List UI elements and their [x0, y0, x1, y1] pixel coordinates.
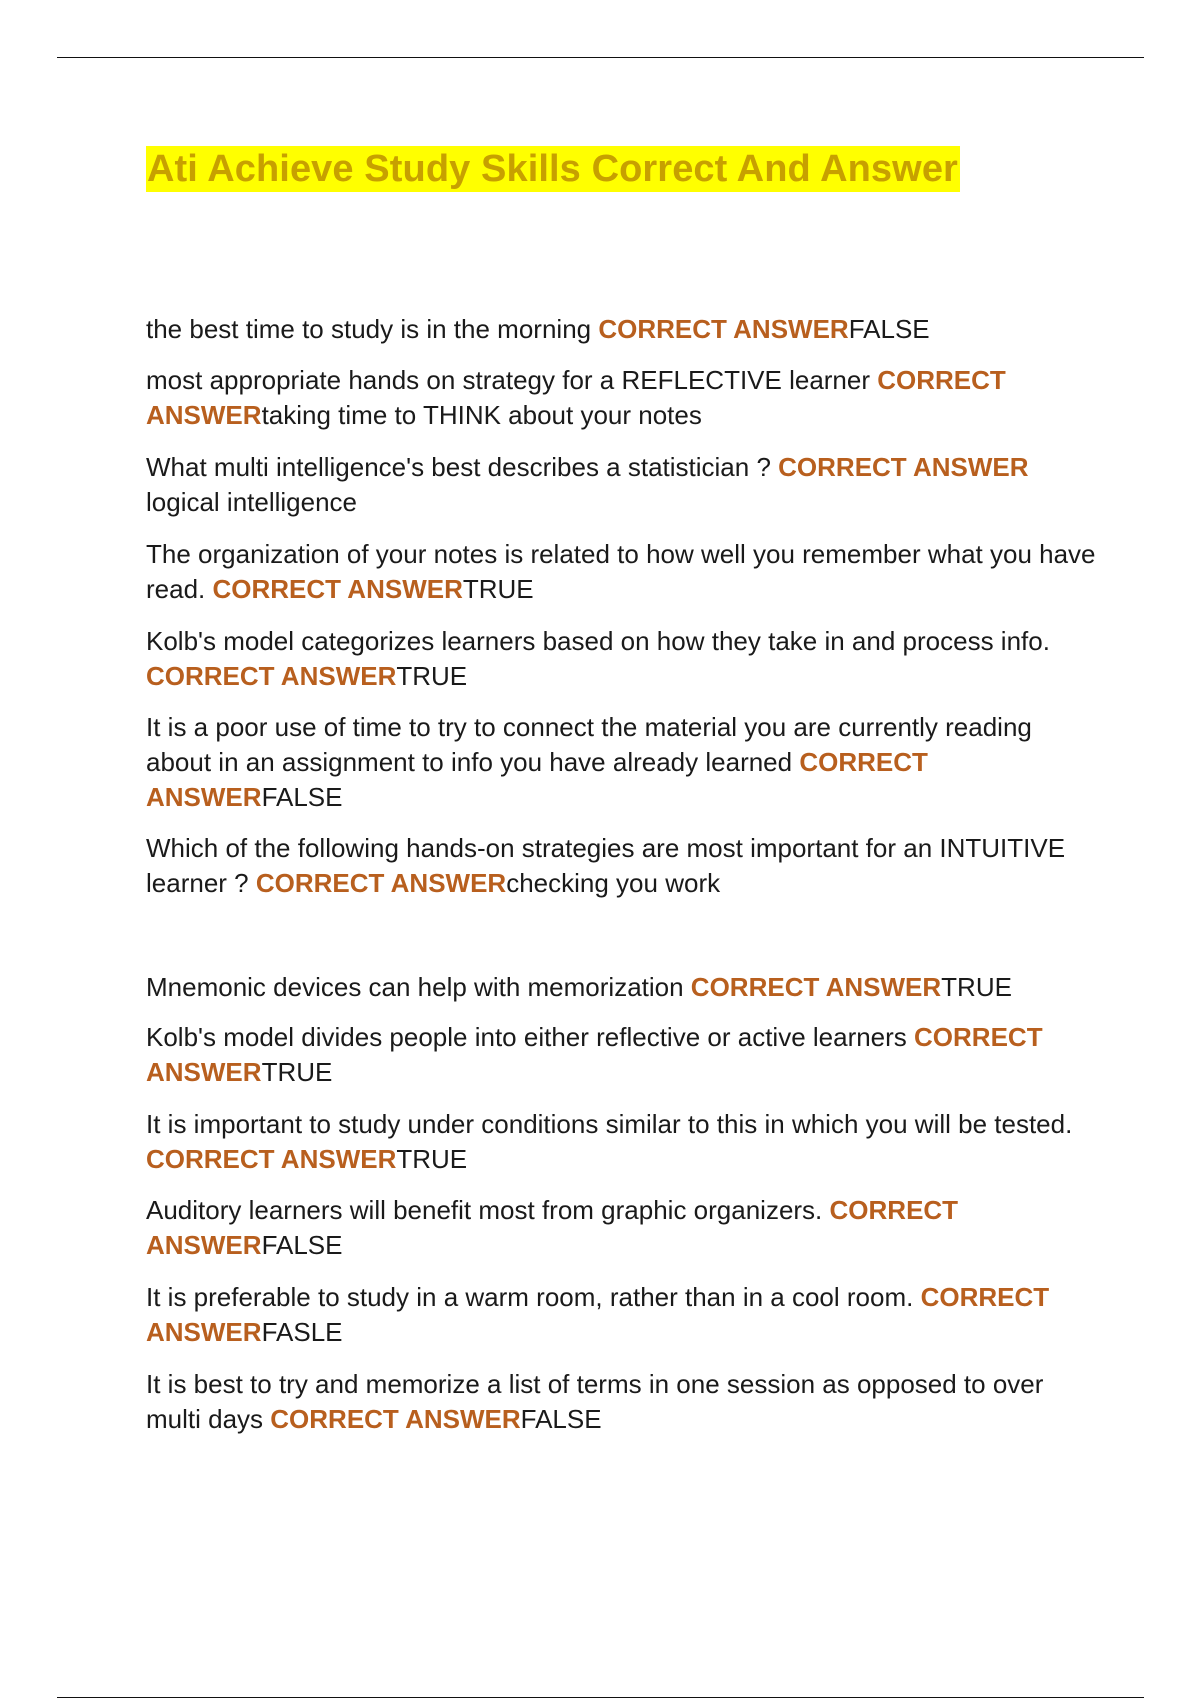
- question-text: It is best to try and memorize a list of terms in one session as opposed to over multi days: [146, 1369, 1044, 1434]
- correct-answer-label: CORRECT ANSWER: [598, 314, 849, 344]
- qa-item: [146, 1367, 1096, 1437]
- answer-text: TRUE: [462, 574, 534, 604]
- question-text: most appropriate hands on strategy for a REFLECTIVE learner: [146, 365, 878, 395]
- answer-text: TRUE: [396, 661, 468, 691]
- qa-item: [146, 831, 1096, 901]
- qa-item: [146, 1193, 1096, 1263]
- correct-answer-label: CORRECT ANSWER: [146, 747, 928, 812]
- question-text: the best time to study is in the morning: [146, 314, 599, 344]
- correct-answer-label: CORRECT ANSWER: [778, 452, 1029, 482]
- qa-item: [146, 1280, 1096, 1350]
- answer-text: FALSE: [261, 782, 343, 812]
- question-text: What multi intelligence's best describes a statistician ?: [146, 452, 779, 482]
- qa-item: [146, 624, 1096, 694]
- qa-item: [146, 312, 1096, 347]
- correct-answer-label: CORRECT ANSWER: [270, 1404, 521, 1434]
- question-text: It is important to study under conditions similar to this in which you will be tested.: [146, 1109, 1073, 1139]
- top-rule: [57, 57, 1144, 58]
- question-text: It is a poor use of time to try to connect the material you are currently reading about in an assignment to info you have already learned: [146, 712, 1032, 777]
- answer-text: logical intelligence: [146, 487, 358, 517]
- answer-text: taking time to THINK about your notes: [261, 400, 702, 430]
- question-text: Kolb's model categorizes learners based on how they take in and process info.: [146, 626, 1050, 656]
- qa-item: [146, 1020, 1096, 1090]
- answer-text: checking you work: [506, 868, 721, 898]
- answer-text: FALSE: [848, 314, 930, 344]
- qa-item: [146, 537, 1096, 607]
- correct-answer-label: CORRECT ANSWER: [690, 972, 942, 1002]
- answer-text: FASLE: [261, 1317, 343, 1347]
- qa-item: [146, 710, 1096, 815]
- answer-text: FALSE: [261, 1230, 343, 1260]
- correct-answer-label: CORRECT ANSWER: [146, 1144, 397, 1174]
- correct-answer-label: CORRECT ANSWER: [255, 868, 507, 898]
- correct-answer-label: CORRECT ANSWER: [146, 1022, 1043, 1087]
- correct-answer-label: CORRECT ANSWER: [146, 365, 1006, 430]
- answer-text: FALSE: [520, 1404, 602, 1434]
- question-text: Which of the following hands-on strategies are most important for an INTUITIVE learner ?: [146, 833, 1066, 898]
- question-text: Mnemonic devices can help with memorization: [146, 972, 691, 1002]
- question-text: Auditory learners will benefit most from graphic organizers.: [146, 1195, 830, 1225]
- question-text: It is preferable to study in a warm room, rather than in a cool room.: [146, 1282, 921, 1312]
- correct-answer-label: CORRECT ANSWER: [146, 1195, 959, 1260]
- question-text: Kolb's model divides people into either reflective or active learners: [146, 1022, 915, 1052]
- qa-item: [146, 363, 1096, 433]
- correct-answer-label: CORRECT ANSWER: [146, 661, 397, 691]
- answer-text: TRUE: [261, 1057, 333, 1087]
- qa-item: [146, 1107, 1096, 1177]
- title-block: [146, 146, 960, 192]
- correct-answer-label: CORRECT ANSWER: [212, 574, 463, 604]
- qa-item: [146, 970, 1096, 1005]
- bottom-rule: [57, 1697, 1144, 1698]
- correct-answer-label: CORRECT ANSWER: [146, 1282, 1050, 1347]
- answer-text: TRUE: [941, 972, 1012, 1002]
- answer-text: TRUE: [396, 1144, 468, 1174]
- question-text: The organization of your notes is related to how well you remember what you have read.: [146, 539, 1096, 604]
- document-title: Ati Achieve Study Skills Correct And Answer: [147, 148, 958, 190]
- qa-item: [146, 450, 1096, 520]
